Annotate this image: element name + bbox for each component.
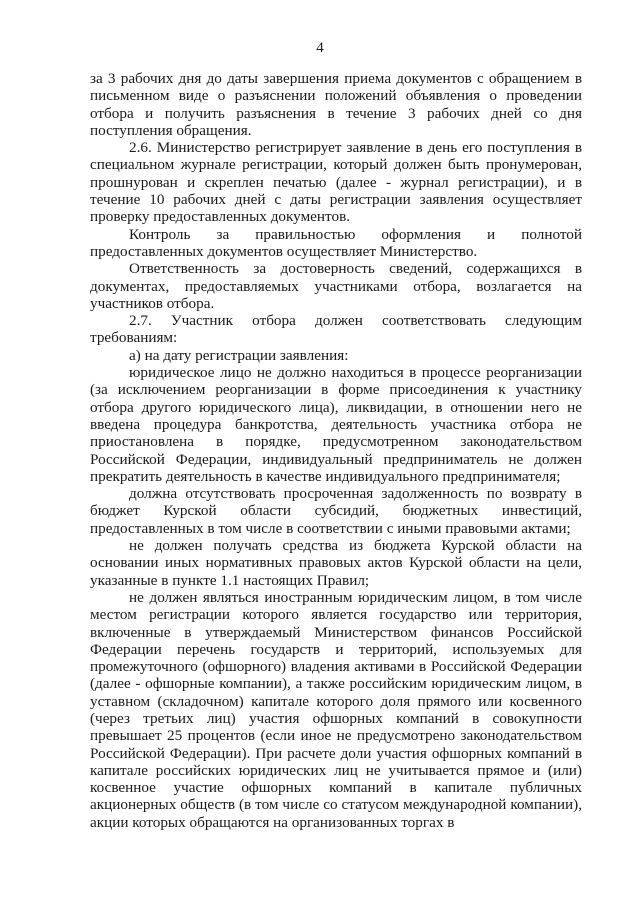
- paragraph-debt: должна отсутствовать просроченная задолженность по возврату в бюджет Курской области субсидий, бюджетных инвестиций, предоставленных в том числе в соответствии с иными правовыми актами;: [90, 485, 582, 537]
- paragraph-continuation: за 3 рабочих дня до даты завершения приема документов с обращением в письменном виде о разъяснении положений объявления о проведении отбора и получить разъяснения в течение 3 рабочих дней со дня поступления обращения.: [90, 70, 582, 139]
- paragraph-2-7: 2.7. Участник отбора должен соответствовать следующим требованиям:: [90, 312, 582, 347]
- paragraph-reorganization: юридическое лицо не должно находиться в процессе реорганизации (за исключением реорганизации в форме присоединения к участнику отбора другого юридического лица), ликвидации, в отношении него не введена процедура банкротства, деятельность участника отбора не приостановлена в порядке, предусмотренном законодательством Российской Федерации, индивидуальный предприниматель не должен прекратить деятельность в качестве индивидуального предпринимателя;: [90, 364, 582, 485]
- document-body: [90, 70, 582, 831]
- paragraph-item-a: а) на дату регистрации заявления:: [129, 346, 349, 364]
- paragraph-foreign-entity: не должен являться иностранным юридическим лицом, в том числе местом регистрации которого является государство или территория, включенные в утверждаемый Министерством финансов Российской Федерации перечень государств и территорий, используемых для промежуточного (офшорного) владения активами в Российской Федерации (далее - офшорные компании), а также российским юридическим лицом, в уставном (складочном) капитале которого доля прямого или косвенного (через третьих лиц) участия офшорных компаний в совокупности превышает 25 процентов (если иное не предусмотрено законодательством Российской Федерации). При расчете доли участия офшорных компаний в капитале российских юридических лиц не учитывается прямое и (или) косвенное участие офшорных компаний в капитале публичных акционерных обществ (в том числе со статусом международной компании), акции которых обращаются на организованных торгах в: [90, 588, 582, 831]
- paragraph-budget-funds: не должен получать средства из бюджета Курской области на основании иных нормативных правовых актов Курской области на цели, указанные в пункте 1.1 настоящих Правил;: [90, 537, 582, 589]
- paragraph-responsibility: Ответственность за достоверность сведений, содержащихся в документах, предоставляемых участниками отбора, возлагается на участников отбора.: [90, 260, 582, 312]
- paragraph-control: Контроль за правильностью оформления и полнотой предоставленных документов осуществляет Министерство.: [90, 225, 582, 260]
- page-number: 4: [316, 40, 324, 56]
- paragraph-2-6: 2.6. Министерство регистрирует заявление в день его поступления в специальном журнале регистрации, который должен быть пронумерован, прошнурован и скреплен печатью (далее - журнал регистрации), и в течение 10 рабочих дней с даты регистрации заявления осуществляет проверку предоставленных документов.: [90, 139, 582, 226]
